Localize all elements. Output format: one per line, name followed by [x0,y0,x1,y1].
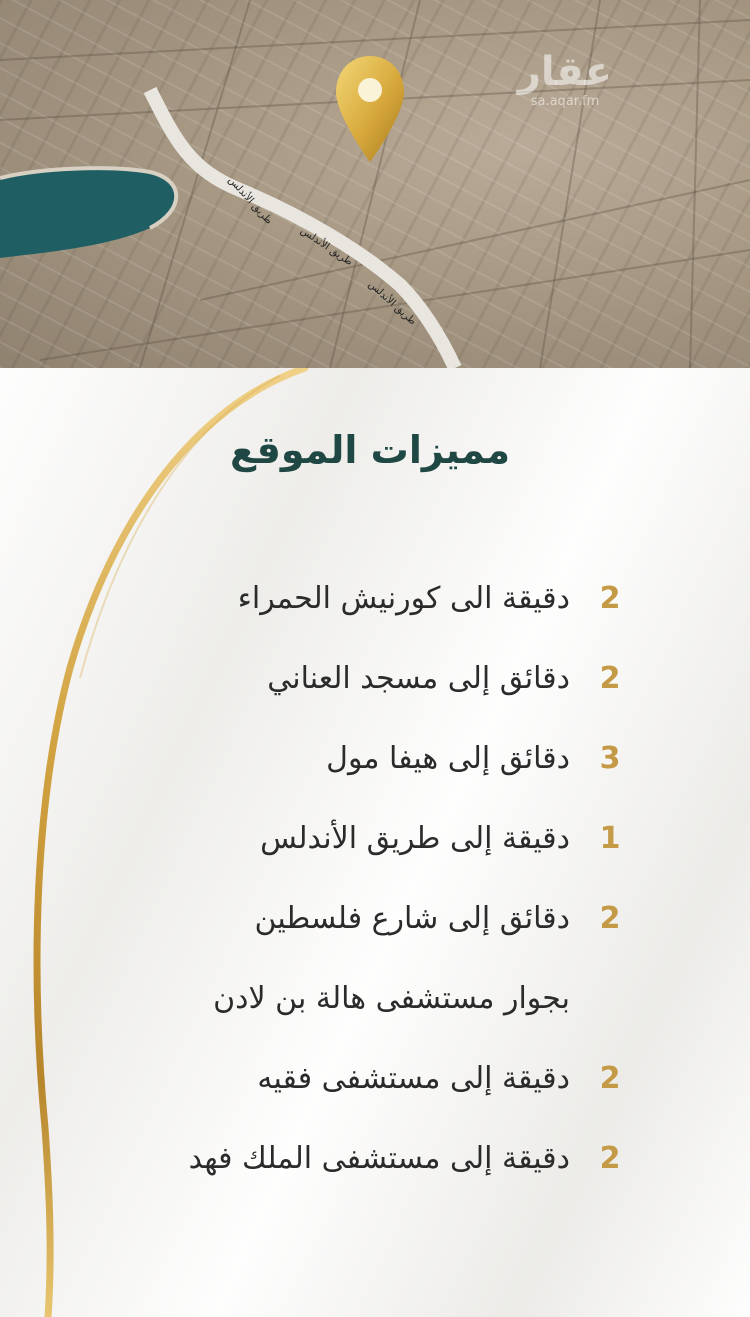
feature-text: دقائق إلى هيفا مول [326,740,570,776]
feature-number: 2 [599,580,621,616]
feature-text: بجوار مستشفى هالة بن لادن [213,980,570,1016]
feature-number: 2 [599,660,621,696]
list-item [110,878,630,958]
map-graphics [0,0,750,368]
list-item [110,958,630,1038]
features-panel [0,368,750,1317]
feature-number: 3 [599,740,621,776]
road-label-2: طريق الأندلس [298,225,355,269]
feature-number: 1 [599,820,621,856]
feature-text: دقائق إلى مسجد العناني [267,660,570,696]
list-item [110,718,630,798]
feature-number: 2 [599,1060,621,1096]
list-item [110,638,630,718]
list-item [110,1038,630,1118]
page-title: مميزات الموقع [229,428,511,472]
feature-text: دقيقة إلى مستشفى فقيه [257,1060,570,1096]
list-item [110,798,630,878]
road-label-1: طريق الأندلس [225,174,275,227]
aqar-watermark-logo: عقار [517,49,613,95]
feature-number: 2 [599,1140,621,1176]
feature-text: دقيقة الى كورنيش الحمراء [237,580,570,616]
aqar-watermark-url: sa.aqar.fm [530,94,600,109]
feature-text: دقيقة إلى مستشفى الملك فهد [188,1140,570,1176]
road-label-3: طريق الأندلس [365,279,419,328]
list-item [110,558,630,638]
sea-water [0,168,176,258]
features-list [110,558,630,1198]
feature-text: دقائق إلى شارع فلسطين [254,900,570,936]
list-item [110,1118,630,1198]
feature-number: 2 [599,900,621,936]
aerial-map [0,0,750,368]
feature-text: دقيقة إلى طريق الأندلس [260,820,570,856]
location-pin-icon [336,56,404,162]
